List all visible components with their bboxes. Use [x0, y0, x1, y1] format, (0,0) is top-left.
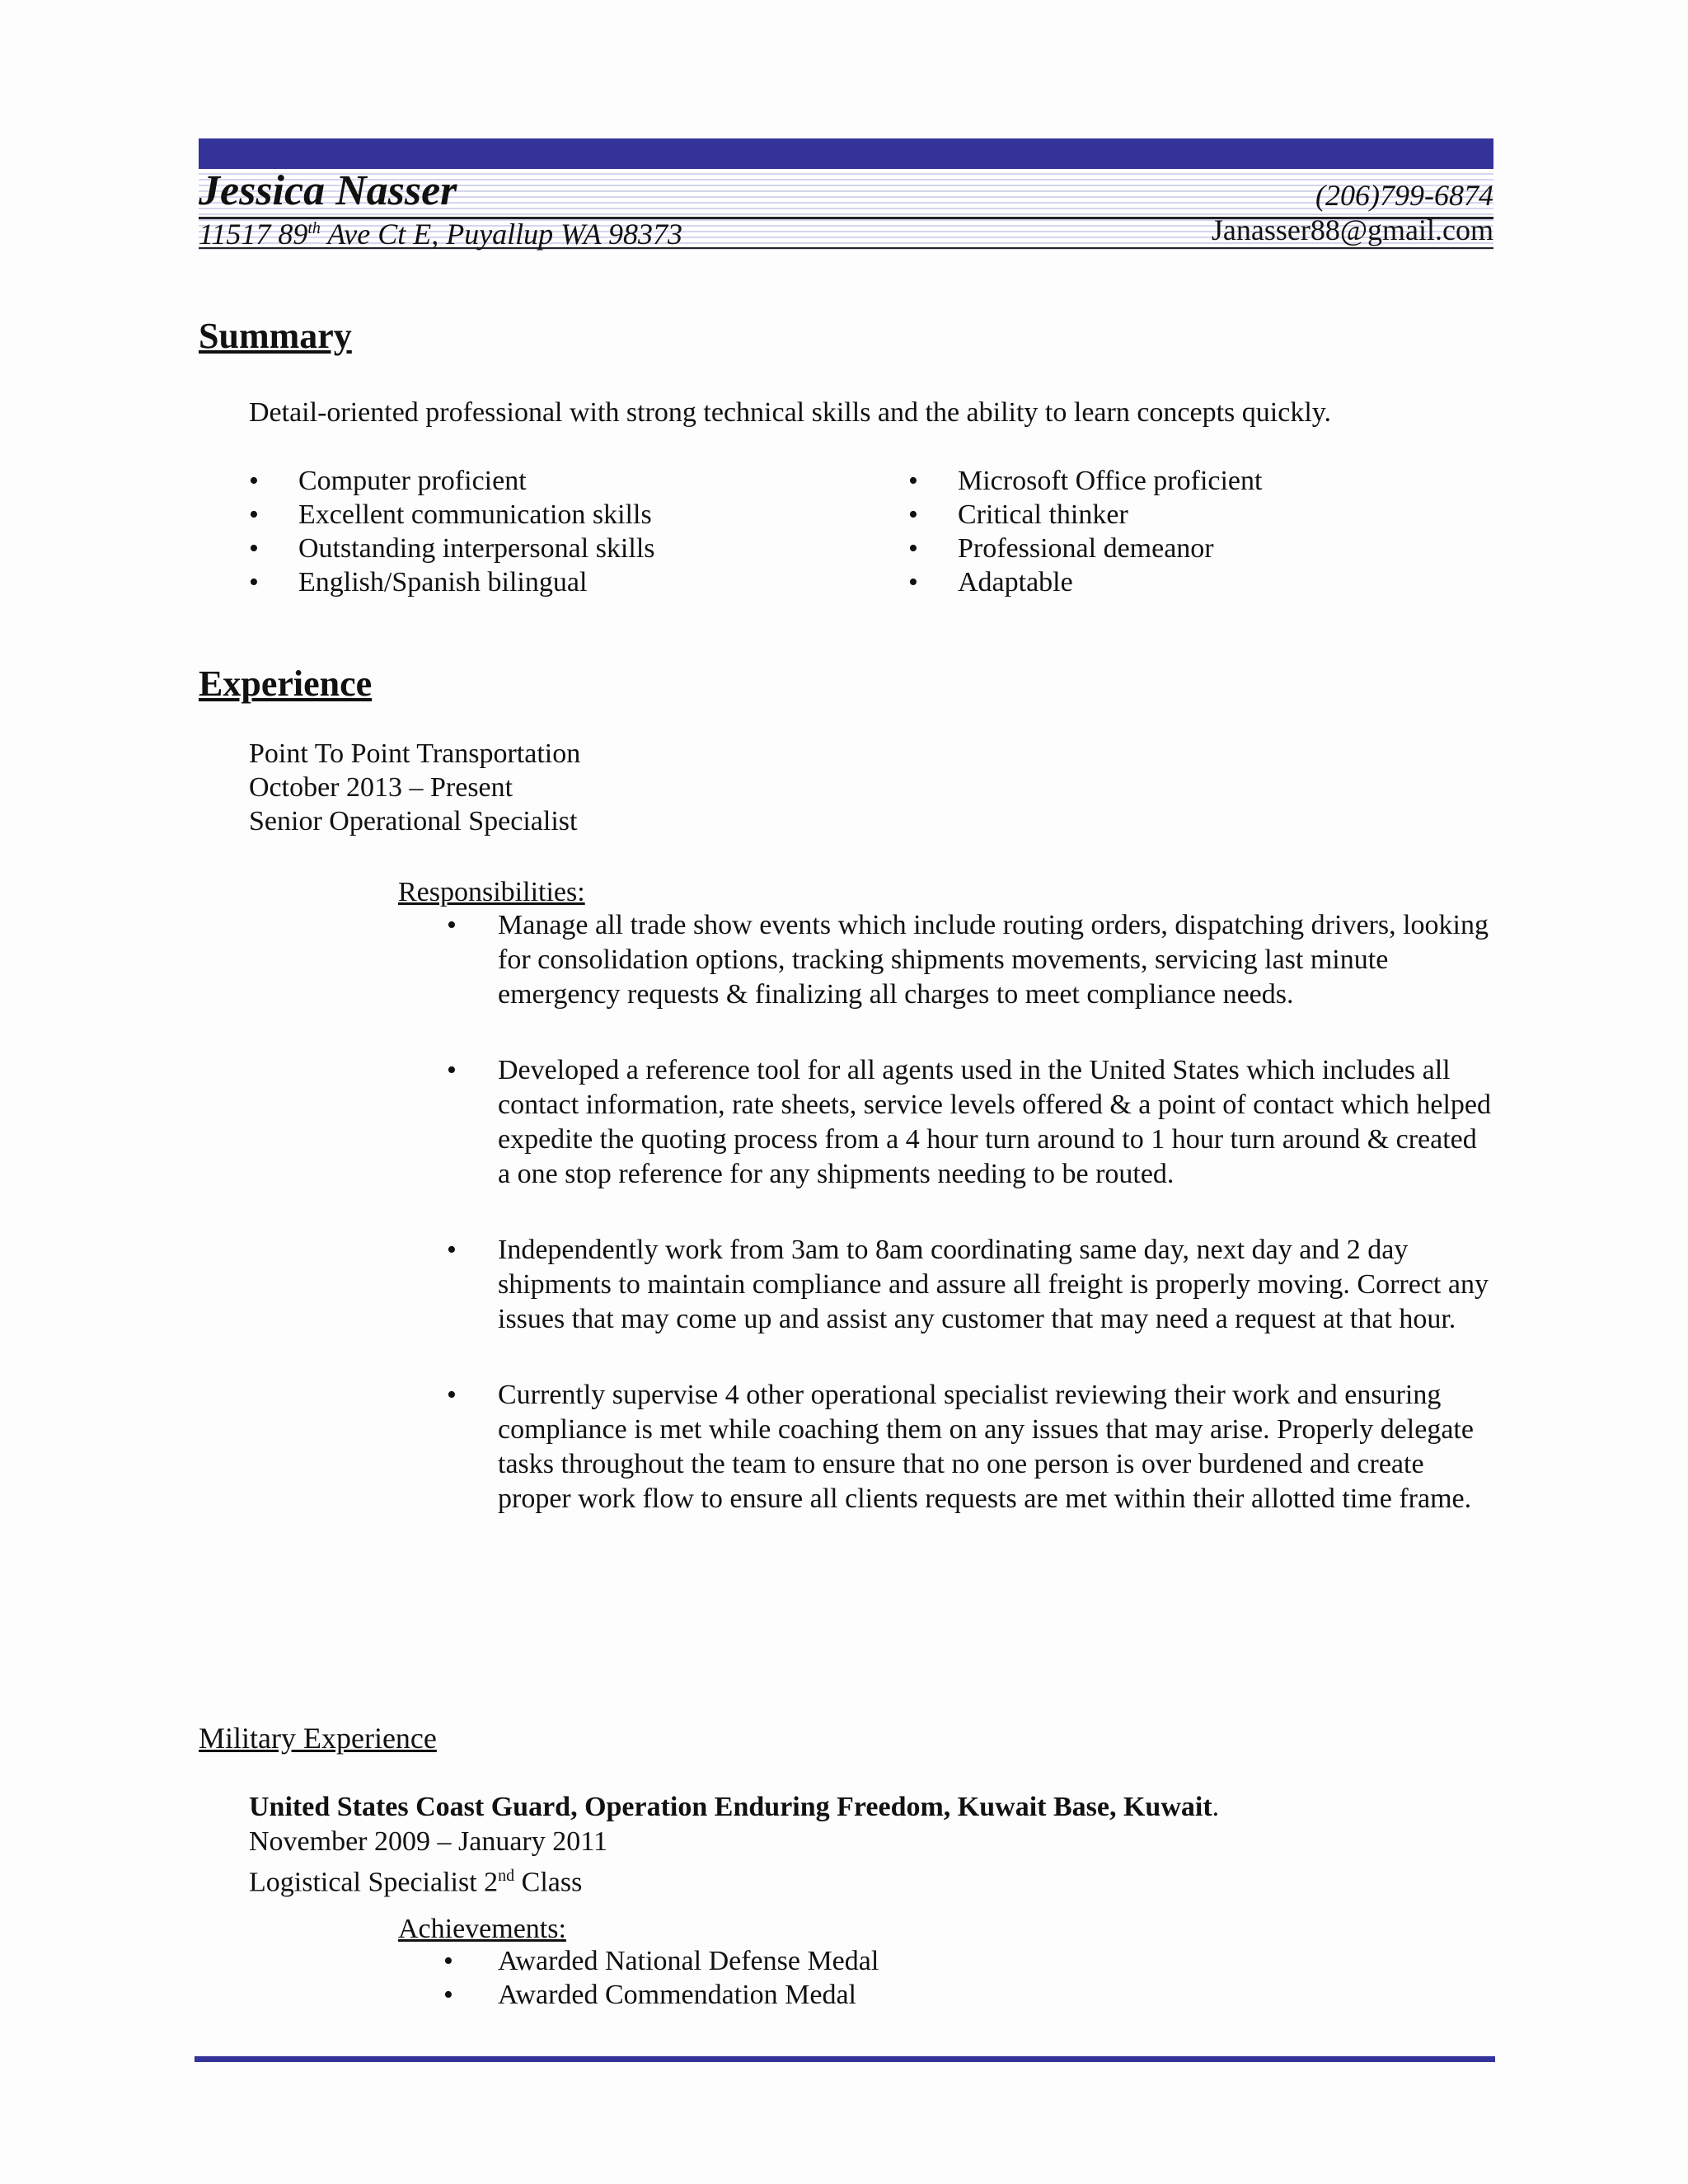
job-title: Senior Operational Specialist: [249, 806, 578, 837]
list-item: • Manage all trade show events which include routing orders, dispatching drivers, looking for consolidation options, tracking shipments movements, servicing last minute emergency requests & finalizing all charges to meet compliance needs.: [443, 908, 1493, 1012]
organization-name: United States Coast Guard, Operation Enduring Freedom, Kuwait Base, Kuwait: [249, 1792, 1212, 1822]
list-item: • Critical thinker: [908, 498, 1262, 532]
list-item: • Currently supervise 4 other operational specialist reviewing their work and ensuring compliance is met while coaching them on any issues that may arise. Properly delegate tasks throughout the team to ensure that no one person is over burdened and create proper work flow to ensure all clients requests are met within their allotted time frame.: [443, 1378, 1493, 1516]
role-suffix: Class: [514, 1867, 583, 1898]
list-item: • Computer proficient: [249, 464, 655, 498]
skills-list-left: [249, 464, 655, 599]
summary-intro: Detail-oriented professional with strong technical skills and the ability to learn concepts quickly.: [249, 397, 1332, 428]
email-address: Janasser88@gmail.com: [1211, 213, 1493, 246]
military-organization: [249, 1790, 1219, 1824]
military-role: [249, 1859, 582, 1899]
skills-list-right: [908, 464, 1262, 599]
responsibilities-list: [443, 908, 1493, 1558]
role-text: Logistical Specialist 2: [249, 1867, 499, 1898]
military-heading: Military Experience: [199, 1722, 437, 1755]
responsibilities-label: Responsibilities:: [398, 877, 585, 907]
role-ordinal: nd: [498, 1867, 515, 1885]
list-item: • Outstanding interpersonal skills: [249, 532, 655, 565]
list-item: • Independently work from 3am to 8am coordinating same day, next day and 2 day shipments to maintain compliance and assure all freight is properly moving. Correct any issues that may come up and assist any customer that may need a request at that hour.: [443, 1233, 1493, 1337]
footer-rule: [195, 2056, 1495, 2062]
phone-number: (206)799-6874: [1315, 179, 1493, 212]
list-item: • English/Spanish bilingual: [249, 565, 655, 599]
list-item: • Microsoft Office proficient: [908, 464, 1262, 498]
achievements-list: [443, 1944, 879, 2012]
experience-heading: Experience: [199, 663, 373, 704]
list-item: • Developed a reference tool for all agents used in the United States which includes all contact information, rate sheets, service levels offered & a point of contact which helped expedite the quoting process from a 4 hour turn around to 1 hour turn around & created a one stop reference for any shipments needing to be routed.: [443, 1053, 1493, 1192]
company-name: Point To Point Transportation: [249, 738, 581, 769]
summary-heading: Summary: [199, 316, 352, 356]
organization-period: .: [1212, 1792, 1220, 1822]
candidate-name: Jessica Nasser: [199, 167, 457, 214]
list-item: • Awarded National Defense Medal: [443, 1944, 879, 1978]
address-rest: Ave Ct E, Puyallup WA 98373: [320, 218, 682, 251]
list-item: • Professional demeanor: [908, 532, 1262, 565]
address-ordinal: th: [307, 219, 321, 237]
list-item: • Excellent communication skills: [249, 498, 655, 532]
list-item: • Awarded Commendation Medal: [443, 1978, 879, 2012]
military-dates: November 2009 – January 2011: [249, 1826, 607, 1857]
achievements-label: Achievements:: [398, 1914, 566, 1944]
street-address: [199, 209, 682, 253]
address-number: 11517 89: [199, 218, 308, 251]
list-item: • Adaptable: [908, 565, 1262, 599]
employment-dates: October 2013 – Present: [249, 772, 513, 803]
